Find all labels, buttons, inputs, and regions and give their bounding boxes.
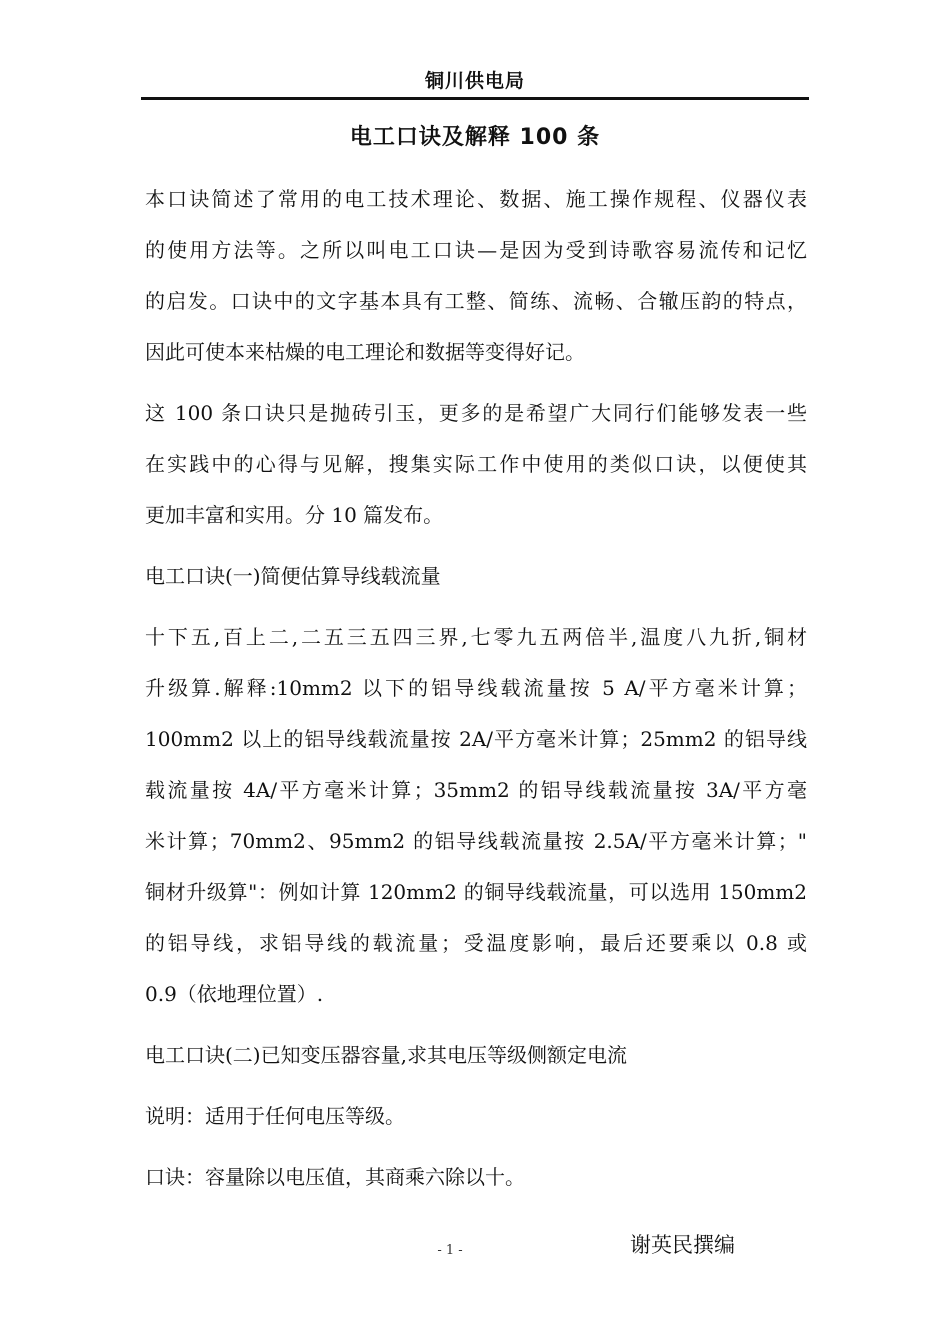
text-line: 因此可使本来枯燥的电工理论和数据等变得好记。 <box>145 340 585 364</box>
text-line: 十下五,百上二,二五三五四三界,七零九五两倍半,温度八九折,铜材 <box>145 625 807 649</box>
text-line: 载流量按 4A/平方毫米计算；35mm2 的铝导线载流量按 3A/平方毫 <box>145 778 807 802</box>
text-line: 本口诀简述了常用的电工技术理论、数据、施工操作规程、仪器仪表 <box>145 187 807 211</box>
paragraph <box>145 388 807 541</box>
paragraph <box>145 174 807 378</box>
text-line: 铜材升级算"：例如计算 120mm2 的铜导线载流量，可以选用 150mm2 <box>145 880 807 904</box>
page-number: - 1 - <box>437 1243 463 1258</box>
text-line: 在实践中的心得与见解，搜集实际工作中使用的类似口诀，以便使其 <box>145 452 807 476</box>
text-line: 米计算；70mm2、95mm2 的铝导线载流量按 2.5A/平方毫米计算；" <box>145 829 807 853</box>
text-line: 的使用方法等。之所以叫电工口诀—是因为受到诗歌容易流传和记忆 <box>145 238 807 262</box>
document-body <box>145 174 807 1213</box>
text-line: 的启发。口诀中的文字基本具有工整、简练、流畅、合辙压韵的特点， <box>145 289 807 313</box>
paragraph <box>145 1091 807 1142</box>
text-line: 电工口诀(二)已知变压器容量,求其电压等级侧额定电流 <box>145 1043 627 1067</box>
footer-author: 谢英民撰编 <box>630 1233 735 1257</box>
paragraph <box>145 1030 807 1081</box>
paragraph <box>145 1152 807 1203</box>
paragraph <box>145 612 807 1020</box>
header-divider <box>141 97 809 100</box>
text-line: 升级算.解释:10mm2 以下的铝导线载流量按 5 A/平方毫米计算； <box>145 676 807 700</box>
document-title: 电工口诀及解释 100 条 <box>349 125 601 150</box>
text-line: 电工口诀(一)简便估算导线载流量 <box>145 564 441 588</box>
text-line: 的铝导线，求铝导线的载流量；受温度影响，最后还要乘以 0.8 或 <box>145 931 807 955</box>
text-line: 说明：适用于任何电压等级。 <box>145 1104 405 1128</box>
text-line: 100mm2 以上的铝导线载流量按 2A/平方毫米计算；25mm2 的铝导线 <box>145 727 807 751</box>
text-line: 更加丰富和实用。分 10 篇发布。 <box>145 503 444 527</box>
text-line: 口诀：容量除以电压值，其商乘六除以十。 <box>145 1165 525 1189</box>
header-organization: 铜川供电局 <box>424 70 525 92</box>
text-line: 0.9（依地理位置）. <box>145 982 324 1006</box>
text-line: 这 100 条口诀只是抛砖引玉，更多的是希望广大同行们能够发表一些 <box>145 401 807 425</box>
paragraph <box>145 551 807 602</box>
